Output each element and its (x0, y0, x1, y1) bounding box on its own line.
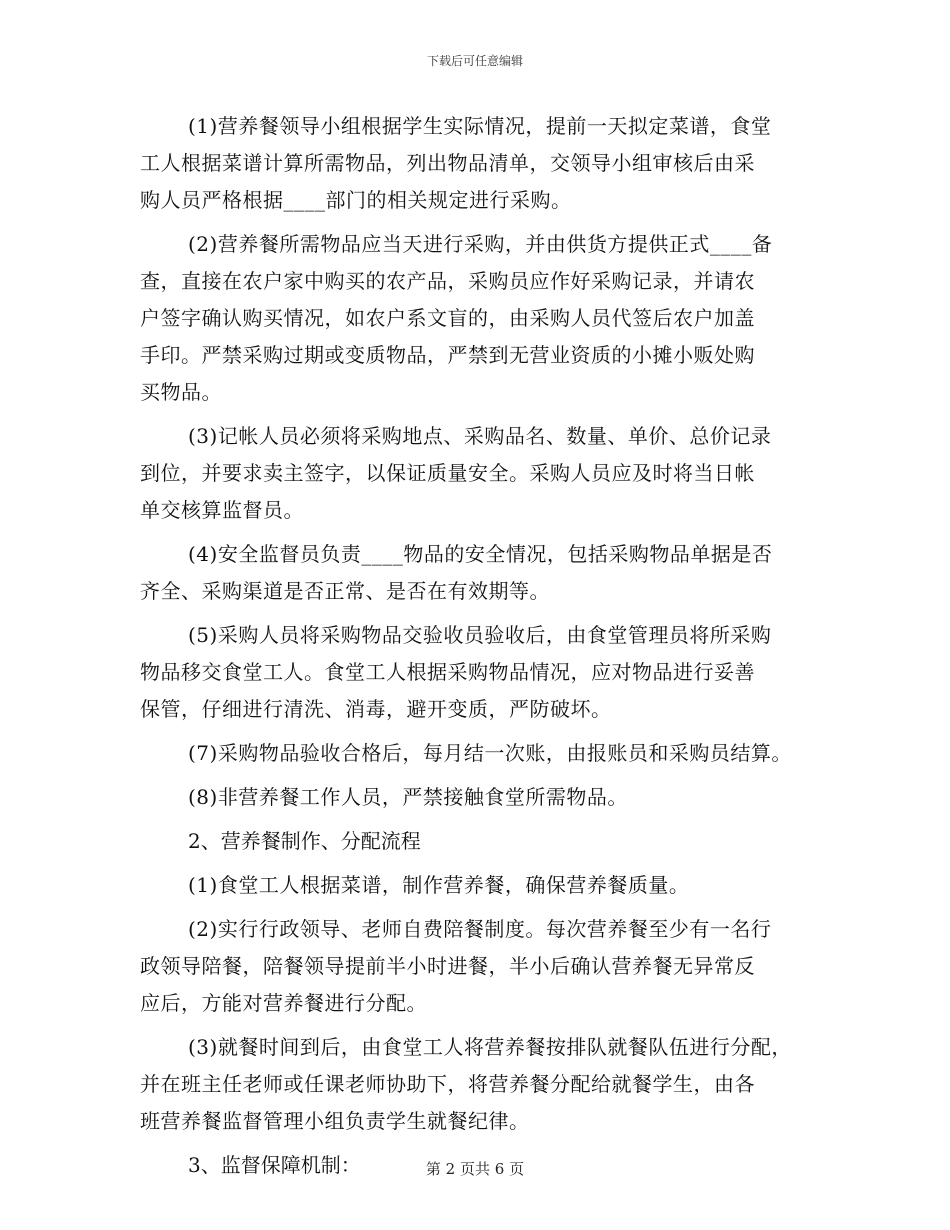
paragraph-line: 班营养餐监督管理小组负责学生就餐纪律。 (140, 1109, 530, 1133)
paragraph-line: 单交核算监督员。 (140, 498, 304, 522)
paragraph-1-3 (140, 418, 820, 529)
paragraph-line: (3)记帐人员必须将采购地点、采购品名、数量、单价、总价记录 (188, 424, 772, 448)
paragraph-line: (4)安全监督员负责____物品的安全情况，包括采购物品单据是否 (188, 542, 773, 566)
paragraph-1-8 (140, 779, 820, 816)
paragraph-2-2 (140, 911, 820, 1022)
paragraph-line: (2)营养餐所需物品应当天进行采购，并由供货方提供正式____备 (188, 232, 773, 256)
paragraph-line: 工人根据菜谱计算所需物品，列出物品清单，交领导小组审核后由采 (140, 151, 755, 175)
page-footer: 第 2 页共 6 页 (425, 1160, 525, 1178)
page-header: 下载后可任意编辑 (426, 54, 523, 68)
paragraph-line: (1)营养餐领导小组根据学生实际情况，提前一天拟定菜谱，食堂 (188, 114, 772, 138)
paragraph-line: 并在班主任老师或任课老师协助下，将营养餐分配给就餐学生，由各 (140, 1072, 755, 1096)
paragraph-line: 保管，仔细进行清洗、消毒，避开变质，严防破坏。 (140, 697, 612, 721)
paragraph-line: (8)非营养餐工作人员，严禁接触食堂所需物品。 (188, 785, 628, 809)
paragraph-line: (3)就餐时间到后，由食堂工人将营养餐按排队就餐队伍进行分配， (188, 1035, 792, 1059)
paragraph-1-5 (140, 617, 820, 728)
paragraph-line: (5)采购人员将采购物品交验收员验收后，由食堂管理员将所采购 (188, 623, 772, 647)
paragraph-2-1 (140, 867, 820, 904)
paragraph-line: 买物品。 (140, 380, 222, 404)
section-heading-3: 3、监督保障机制： (188, 1153, 361, 1177)
paragraph-line: (7)采购物品验收合格后，每月结一次账，由报账员和采购员结算。 (188, 741, 792, 765)
paragraph-1-4 (140, 536, 820, 610)
paragraph-line: 户签字确认购买情况，如农户系文盲的，由采购人员代签后农户加盖 (140, 306, 755, 330)
paragraph-1-1 (140, 108, 820, 219)
paragraph-1-2 (140, 226, 820, 411)
paragraph-line: 购人员严格根据____部门的相关规定进行采购。 (140, 188, 572, 212)
paragraph-line: 手印。严禁采购过期或变质物品，严禁到无营业资质的小摊小贩处购 (140, 343, 755, 367)
paragraph-line: 查，直接在农户家中购买的农产品，采购员应作好采购记录，并请农 (140, 269, 755, 293)
paragraph-line: (2)实行行政领导、老师自费陪餐制度。每次营养餐至少有一名行 (188, 917, 772, 941)
document-body (140, 108, 820, 1191)
section-heading-2: 2、营养餐制作、分配流程 (188, 829, 421, 853)
paragraph-2-3 (140, 1029, 820, 1140)
paragraph-line: 政领导陪餐，陪餐领导提前半小时进餐，半小后确认营养餐无异常反 (140, 954, 755, 978)
paragraph-1-7 (140, 735, 820, 772)
paragraph-line: 物品移交食堂工人。食堂工人根据采购物品情况，应对物品进行妥善 (140, 660, 755, 684)
paragraph-line: 到位，并要求卖主签字，以保证质量安全。采购人员应及时将当日帐 (140, 461, 755, 485)
paragraph-line: 齐全、采购渠道是否正常、是否在有效期等。 (140, 579, 550, 603)
paragraph-line: 应后，方能对营养餐进行分配。 (140, 991, 427, 1015)
paragraph-line: (1)食堂工人根据菜谱，制作营养餐，确保营养餐质量。 (188, 873, 690, 897)
